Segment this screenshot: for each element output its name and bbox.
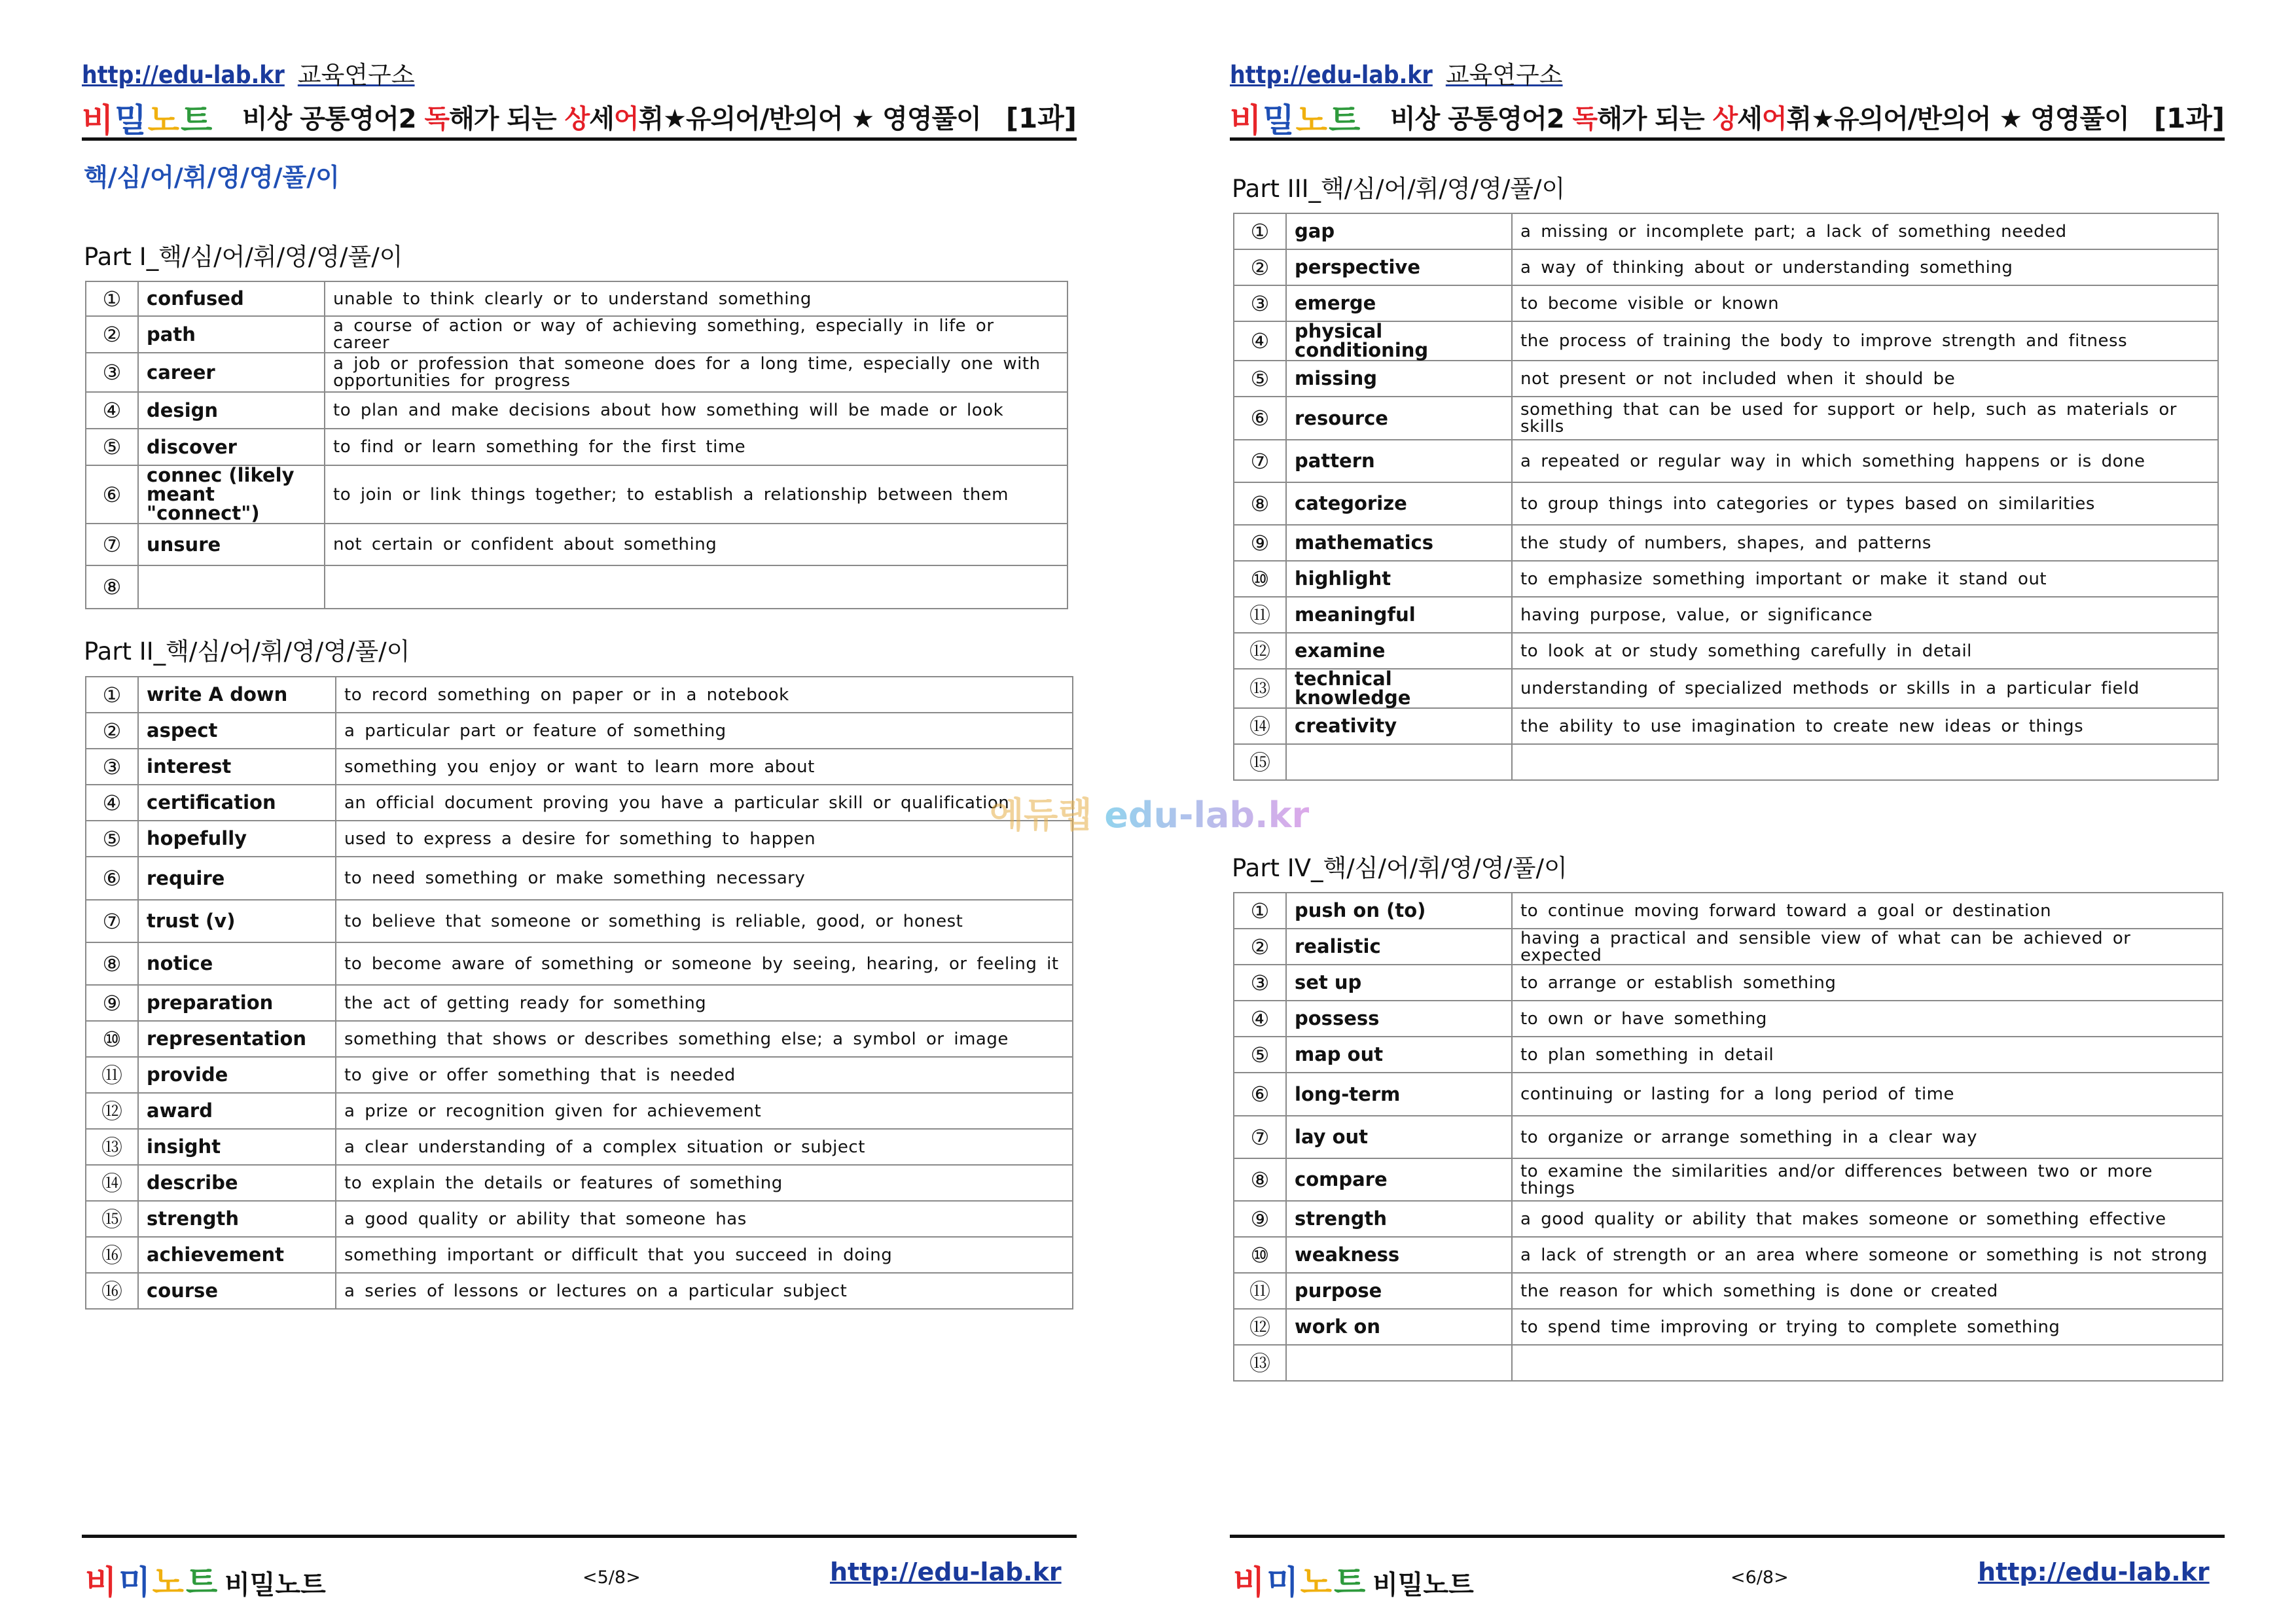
vocab-row — [86, 749, 1073, 785]
vocab-definition: a clear understanding of a complex situation or subject — [336, 1129, 1073, 1165]
vocab-definition: the ability to use imagination to create new ideas or things — [1512, 708, 2218, 744]
row-number: ② — [86, 713, 138, 749]
vocab-definition: to own or have something — [1512, 1001, 2223, 1037]
vocab-row — [86, 281, 1067, 316]
vocab-row — [1234, 1073, 2223, 1116]
row-number: ② — [1234, 249, 1286, 285]
vocab-definition: to look at or study something carefully in detail — [1512, 633, 2218, 669]
logo-char: 트 — [180, 101, 214, 139]
vocab-word: categorize — [1286, 482, 1512, 525]
row-number: ⑩ — [86, 1021, 138, 1057]
row-number: ⑭ — [86, 1165, 138, 1201]
row-number: ② — [1234, 929, 1286, 965]
vocab-word: technical knowledge — [1286, 669, 1512, 708]
vocab-word: provide — [138, 1057, 336, 1093]
vocab-word: pattern — [1286, 440, 1512, 482]
row-number: ⑤ — [86, 429, 138, 465]
vocab-word: push on (to) — [1286, 893, 1512, 929]
row-number: ④ — [86, 785, 138, 821]
vocab-row — [86, 677, 1073, 713]
lesson-label: [1과] — [1005, 102, 1077, 134]
vocab-definition: not certain or confident about something — [325, 524, 1067, 565]
vocab-definition: a way of thinking about or understanding something — [1512, 249, 2218, 285]
vocab-row — [1234, 929, 2223, 965]
logo-char: 노 — [1295, 101, 1329, 139]
vocab-row — [86, 1165, 1073, 1201]
vocab-definition: something that can be used for support or help, such as materials or skills — [1512, 397, 2218, 440]
row-number: ⑥ — [1234, 397, 1286, 440]
vocab-row — [1234, 1158, 2223, 1201]
vocab-word: examine — [1286, 633, 1512, 669]
logo-char: 미 — [1266, 1563, 1300, 1601]
row-number: ⑧ — [1234, 1158, 1286, 1201]
document-title — [242, 98, 981, 135]
logo-char: 비 — [1230, 101, 1263, 139]
row-number: ⑧ — [86, 565, 138, 609]
row-number: ⑪ — [86, 1057, 138, 1093]
title-part: 상 — [1712, 104, 1738, 134]
vocab-row — [86, 524, 1067, 565]
vocab-row — [86, 1201, 1073, 1237]
vocab-word: trust (v) — [138, 900, 336, 942]
header-url-text[interactable]: http://edu-lab.kr — [82, 61, 285, 89]
header-institute: 교육연구소 — [1445, 61, 1563, 89]
brand-logo — [1230, 94, 1361, 141]
row-number: ⑪ — [1234, 1273, 1286, 1309]
vocab-row — [1234, 1345, 2223, 1381]
header-url-text[interactable]: http://edu-lab.kr — [1230, 61, 1433, 89]
vocab-word: require — [138, 857, 336, 900]
logo-char: 밀 — [1263, 101, 1296, 139]
vocab-definition: a missing or incomplete part; a lack of something needed — [1512, 213, 2218, 249]
footer-logo — [85, 1556, 326, 1603]
vocab-definition: a course of action or way of achieving something, especially in life or career — [325, 316, 1067, 353]
vocab-word: resource — [1286, 397, 1512, 440]
vocab-definition — [1512, 744, 2218, 780]
row-number: ⑤ — [1234, 361, 1286, 397]
vocab-word: write A down — [138, 677, 336, 713]
header-url[interactable] — [82, 55, 415, 90]
vocab-row — [1234, 597, 2218, 633]
vocab-definition: something you enjoy or want to learn more about — [336, 749, 1073, 785]
vocab-word: creativity — [1286, 708, 1512, 744]
vocab-definition: a repeated or regular way in which something happens or is done — [1512, 440, 2218, 482]
header-bar — [1230, 92, 2225, 141]
vocab-definition: something that shows or describes something else; a symbol or image — [336, 1021, 1073, 1057]
row-number: ⑩ — [1234, 1237, 1286, 1273]
vocab-word: missing — [1286, 361, 1512, 397]
logo-char: 밀 — [115, 101, 148, 139]
vocab-word: notice — [138, 942, 336, 985]
vocab-word: achievement — [138, 1237, 336, 1273]
footer-logo-text: 비밀노트 — [1372, 1570, 1474, 1600]
vocab-word: realistic — [1286, 929, 1512, 965]
vocab-row — [86, 316, 1067, 353]
vocab-definition: to record something on paper or in a notebook — [336, 677, 1073, 713]
logo-char: 노 — [147, 101, 181, 139]
vocab-row — [1234, 361, 2218, 397]
vocab-row — [86, 1129, 1073, 1165]
row-number: ① — [86, 281, 138, 316]
vocab-definition: to find or learn something for the first time — [325, 429, 1067, 465]
vocab-definition: the act of getting ready for something — [336, 985, 1073, 1021]
vocab-word: mathematics — [1286, 525, 1512, 561]
title-part: 휘★유의어/반의어 ★ 영영풀이 — [1786, 104, 2129, 134]
vocab-word: interest — [138, 749, 336, 785]
row-number: ⑮ — [1234, 744, 1286, 780]
vocab-row — [86, 1093, 1073, 1129]
vocab-row — [86, 857, 1073, 900]
vocab-definition: the reason for which something is done or created — [1512, 1273, 2223, 1309]
vocab-definition: to organize or arrange something in a clear way — [1512, 1116, 2223, 1158]
row-number: ④ — [86, 392, 138, 429]
part4-table — [1233, 892, 2223, 1382]
vocab-word: gap — [1286, 213, 1512, 249]
vocab-definition: to spend time improving or trying to complete something — [1512, 1309, 2223, 1345]
vocab-row — [1234, 213, 2218, 249]
row-number: ⑨ — [86, 985, 138, 1021]
row-number: ⑥ — [86, 465, 138, 524]
vocab-definition: a lack of strength or an area where someone or something is not strong — [1512, 1237, 2223, 1273]
vocab-word: emerge — [1286, 285, 1512, 321]
vocab-row — [1234, 633, 2218, 669]
row-number: ⑦ — [1234, 1116, 1286, 1158]
row-number: ⑪ — [1234, 597, 1286, 633]
vocab-row — [1234, 1116, 2223, 1158]
vocab-definition: an official document proving you have a particular skill or qualification — [336, 785, 1073, 821]
vocab-definition: a prize or recognition given for achievement — [336, 1093, 1073, 1129]
row-number: ⑫ — [1234, 1309, 1286, 1345]
logo-char: 노 — [1300, 1563, 1334, 1601]
logo-char: 트 — [185, 1563, 220, 1601]
vocab-definition: continuing or lasting for a long period of time — [1512, 1073, 2223, 1116]
page-number: <5/8> — [583, 1567, 641, 1588]
logo-char: 노 — [152, 1563, 186, 1601]
brand-logo — [82, 94, 213, 141]
title-part: 비상 공통영어2 — [1390, 104, 1573, 134]
vocab-row — [1234, 1201, 2223, 1237]
vocab-row — [1234, 285, 2218, 321]
row-number: ⑫ — [1234, 633, 1286, 669]
vocab-word — [1286, 744, 1512, 780]
vocab-definition: to believe that someone or something is reliable, good, or honest — [336, 900, 1073, 942]
vocab-definition: to group things into categories or types based on similarities — [1512, 482, 2218, 525]
vocab-definition: not present or not included when it should be — [1512, 361, 2218, 397]
vocab-word: design — [138, 392, 325, 429]
part2-table — [85, 676, 1073, 1310]
document-title — [1390, 98, 2129, 135]
vocab-definition: to join or link things together; to establish a relationship between them — [325, 465, 1067, 524]
right-page — [1148, 0, 2296, 1623]
logo-char: 트 — [1333, 1563, 1368, 1601]
title-part: 독 — [1572, 104, 1598, 134]
vocab-row — [86, 565, 1067, 609]
vocab-word: describe — [138, 1165, 336, 1201]
watermark-ko: 에듀랩 — [990, 794, 1092, 836]
vocab-row — [1234, 965, 2223, 1001]
vocab-word: course — [138, 1273, 336, 1309]
vocab-row — [1234, 321, 2218, 361]
row-number: ⑬ — [1234, 1345, 1286, 1381]
title-part: 휘★유의어/반의어 ★ 영영풀이 — [638, 104, 981, 134]
row-number: ⑥ — [86, 857, 138, 900]
row-number: ⑨ — [1234, 1201, 1286, 1237]
vocab-word: physical conditioning — [1286, 321, 1512, 361]
vocab-row — [1234, 893, 2223, 929]
vocab-row — [1234, 440, 2218, 482]
row-number: ⑦ — [86, 524, 138, 565]
vocab-definition: to continue moving forward toward a goal or destination — [1512, 893, 2223, 929]
row-number: ⑧ — [1234, 482, 1286, 525]
section-title: 핵/심/어/휘/영/영/풀/이 — [84, 163, 340, 192]
row-number: ⑧ — [86, 942, 138, 985]
vocab-definition: to plan something in detail — [1512, 1037, 2223, 1073]
vocab-word: career — [138, 353, 325, 392]
vocab-word: path — [138, 316, 325, 353]
title-part: 해가 되는 — [449, 104, 565, 134]
vocab-definition: a particular part or feature of something — [336, 713, 1073, 749]
vocab-row — [86, 985, 1073, 1021]
vocab-row — [1234, 561, 2218, 597]
vocab-row — [1234, 1309, 2223, 1345]
vocab-definition: used to express a desire for something to happen — [336, 821, 1073, 857]
row-number: ⑯ — [86, 1237, 138, 1273]
vocab-definition: to explain the details or features of something — [336, 1165, 1073, 1201]
vocab-row — [1234, 744, 2218, 780]
row-number: ⑤ — [1234, 1037, 1286, 1073]
row-number: ② — [86, 316, 138, 353]
vocab-definition: a good quality or ability that someone has — [336, 1201, 1073, 1237]
row-number: ③ — [86, 353, 138, 392]
vocab-word: award — [138, 1093, 336, 1129]
row-number: ⑤ — [86, 821, 138, 857]
vocab-definition: the study of numbers, shapes, and patterns — [1512, 525, 2218, 561]
title-part: 독 — [424, 104, 450, 134]
vocab-word: representation — [138, 1021, 336, 1057]
vocab-row — [86, 821, 1073, 857]
vocab-word: unsure — [138, 524, 325, 565]
page-number: <6/8> — [1731, 1567, 1789, 1588]
vocab-row — [1234, 1273, 2223, 1309]
part1-table — [85, 281, 1068, 609]
vocab-row — [86, 465, 1067, 524]
vocab-word: insight — [138, 1129, 336, 1165]
watermark-en: edu-lab.kr — [1104, 794, 1310, 836]
vocab-definition — [325, 565, 1067, 609]
vocab-word — [1286, 1345, 1512, 1381]
vocab-definition: to emphasize something important or make it stand out — [1512, 561, 2218, 597]
vocab-word: compare — [1286, 1158, 1512, 1201]
vocab-word: connec (likely meant "connect") — [138, 465, 325, 524]
vocab-row — [1234, 1237, 2223, 1273]
footer-url[interactable]: http://edu-lab.kr — [830, 1558, 1062, 1586]
row-number: ⑮ — [86, 1201, 138, 1237]
vocab-word: long-term — [1286, 1073, 1512, 1116]
vocab-word: discover — [138, 429, 325, 465]
vocab-word: aspect — [138, 713, 336, 749]
vocab-word: lay out — [1286, 1116, 1512, 1158]
vocab-row — [86, 1021, 1073, 1057]
part1-title: Part I_핵/심/어/휘/영/영/풀/이 — [84, 243, 403, 271]
vocab-word: meaningful — [1286, 597, 1512, 633]
vocab-row — [1234, 669, 2218, 708]
title-part: 어 — [1761, 104, 1787, 134]
row-number: ① — [1234, 893, 1286, 929]
vocab-definition: to become aware of something or someone by seeing, hearing, or feeling it — [336, 942, 1073, 985]
row-number: ⑫ — [86, 1093, 138, 1129]
lesson-label: [1과] — [2153, 102, 2225, 134]
vocab-definition: understanding of specialized methods or skills in a particular field — [1512, 669, 2218, 708]
row-number: ③ — [86, 749, 138, 785]
row-number: ⑩ — [1234, 561, 1286, 597]
logo-char: 비 — [1233, 1563, 1267, 1601]
vocab-word: certification — [138, 785, 336, 821]
watermark — [990, 787, 1309, 838]
row-number: ③ — [1234, 965, 1286, 1001]
title-part: 세 — [1737, 104, 1762, 134]
header-url[interactable] — [1230, 55, 1563, 90]
vocab-definition: something important or difficult that you succeed in doing — [336, 1237, 1073, 1273]
row-number: ① — [1234, 213, 1286, 249]
vocab-row — [1234, 525, 2218, 561]
part4-title: Part IV_핵/심/어/휘/영/영/풀/이 — [1232, 854, 1568, 882]
row-number: ⑨ — [1234, 525, 1286, 561]
row-number: ⑬ — [86, 1129, 138, 1165]
vocab-definition: a good quality or ability that makes someone or something effective — [1512, 1201, 2223, 1237]
vocab-definition: having a practical and sensible view of what can be achieved or expected — [1512, 929, 2223, 965]
logo-char: 비 — [82, 101, 115, 139]
vocab-row — [86, 429, 1067, 465]
footer-logo-text: 비밀노트 — [224, 1570, 326, 1600]
vocab-row — [86, 942, 1073, 985]
title-part: 비상 공통영어2 — [242, 104, 425, 134]
footer-logo — [1233, 1556, 1474, 1603]
row-number: ⑬ — [1234, 669, 1286, 708]
title-part: 어 — [613, 104, 639, 134]
row-number: ④ — [1234, 321, 1286, 361]
vocab-word: purpose — [1286, 1273, 1512, 1309]
row-number: ① — [86, 677, 138, 713]
title-part: 세 — [589, 104, 614, 134]
vocab-word: confused — [138, 281, 325, 316]
logo-char: 미 — [118, 1563, 152, 1601]
logo-char: 트 — [1328, 101, 1362, 139]
title-part: 해가 되는 — [1597, 104, 1713, 134]
row-number: ④ — [1234, 1001, 1286, 1037]
row-number: ⑦ — [86, 900, 138, 942]
vocab-row — [1234, 482, 2218, 525]
title-part: 상 — [564, 104, 590, 134]
vocab-word: strength — [138, 1201, 336, 1237]
vocab-word: strength — [1286, 1201, 1512, 1237]
vocab-row — [1234, 249, 2218, 285]
vocab-row — [86, 713, 1073, 749]
vocab-row — [1234, 1001, 2223, 1037]
row-number: ⑥ — [1234, 1073, 1286, 1116]
header-institute: 교육연구소 — [297, 61, 415, 89]
vocab-word: work on — [1286, 1309, 1512, 1345]
vocab-word: perspective — [1286, 249, 1512, 285]
vocab-row — [1234, 708, 2218, 744]
row-number: ⑯ — [86, 1273, 138, 1309]
vocab-row — [1234, 397, 2218, 440]
vocab-word: highlight — [1286, 561, 1512, 597]
vocab-word: weakness — [1286, 1237, 1512, 1273]
vocab-row — [86, 1273, 1073, 1309]
vocab-definition: to examine the similarities and/or differences between two or more things — [1512, 1158, 2223, 1201]
vocab-word — [138, 565, 325, 609]
vocab-row — [86, 900, 1073, 942]
vocab-word: possess — [1286, 1001, 1512, 1037]
footer-url[interactable]: http://edu-lab.kr — [1978, 1558, 2210, 1586]
logo-char: 비 — [85, 1563, 119, 1601]
vocab-word: set up — [1286, 965, 1512, 1001]
header-bar — [82, 92, 1077, 141]
vocab-definition: to need something or make something necessary — [336, 857, 1073, 900]
row-number: ③ — [1234, 285, 1286, 321]
vocab-row — [86, 1057, 1073, 1093]
vocab-row — [86, 353, 1067, 392]
part3-table — [1233, 213, 2219, 781]
vocab-definition: a series of lessons or lectures on a particular subject — [336, 1273, 1073, 1309]
footer-divider — [82, 1535, 1077, 1538]
vocab-word: preparation — [138, 985, 336, 1021]
vocab-row — [86, 1237, 1073, 1273]
part2-title: Part II_핵/심/어/휘/영/영/풀/이 — [84, 637, 410, 666]
vocab-definition: to give or offer something that is needed — [336, 1057, 1073, 1093]
vocab-word: map out — [1286, 1037, 1512, 1073]
vocab-row — [1234, 1037, 2223, 1073]
vocab-definition: to plan and make decisions about how something will be made or look — [325, 392, 1067, 429]
footer-divider — [1230, 1535, 2225, 1538]
vocab-definition — [1512, 1345, 2223, 1381]
vocab-definition: to become visible or known — [1512, 285, 2218, 321]
vocab-row — [86, 392, 1067, 429]
vocab-definition: a job or profession that someone does for a long time, especially one with opportunities for progress — [325, 353, 1067, 392]
vocab-definition: having purpose, value, or significance — [1512, 597, 2218, 633]
vocab-row — [86, 785, 1073, 821]
row-number: ⑭ — [1234, 708, 1286, 744]
vocab-definition: to arrange or establish something — [1512, 965, 2223, 1001]
vocab-definition: the process of training the body to improve strength and fitness — [1512, 321, 2218, 361]
row-number: ⑦ — [1234, 440, 1286, 482]
part3-title: Part III_핵/심/어/휘/영/영/풀/이 — [1232, 175, 1566, 203]
vocab-definition: unable to think clearly or to understand something — [325, 281, 1067, 316]
vocab-word: hopefully — [138, 821, 336, 857]
